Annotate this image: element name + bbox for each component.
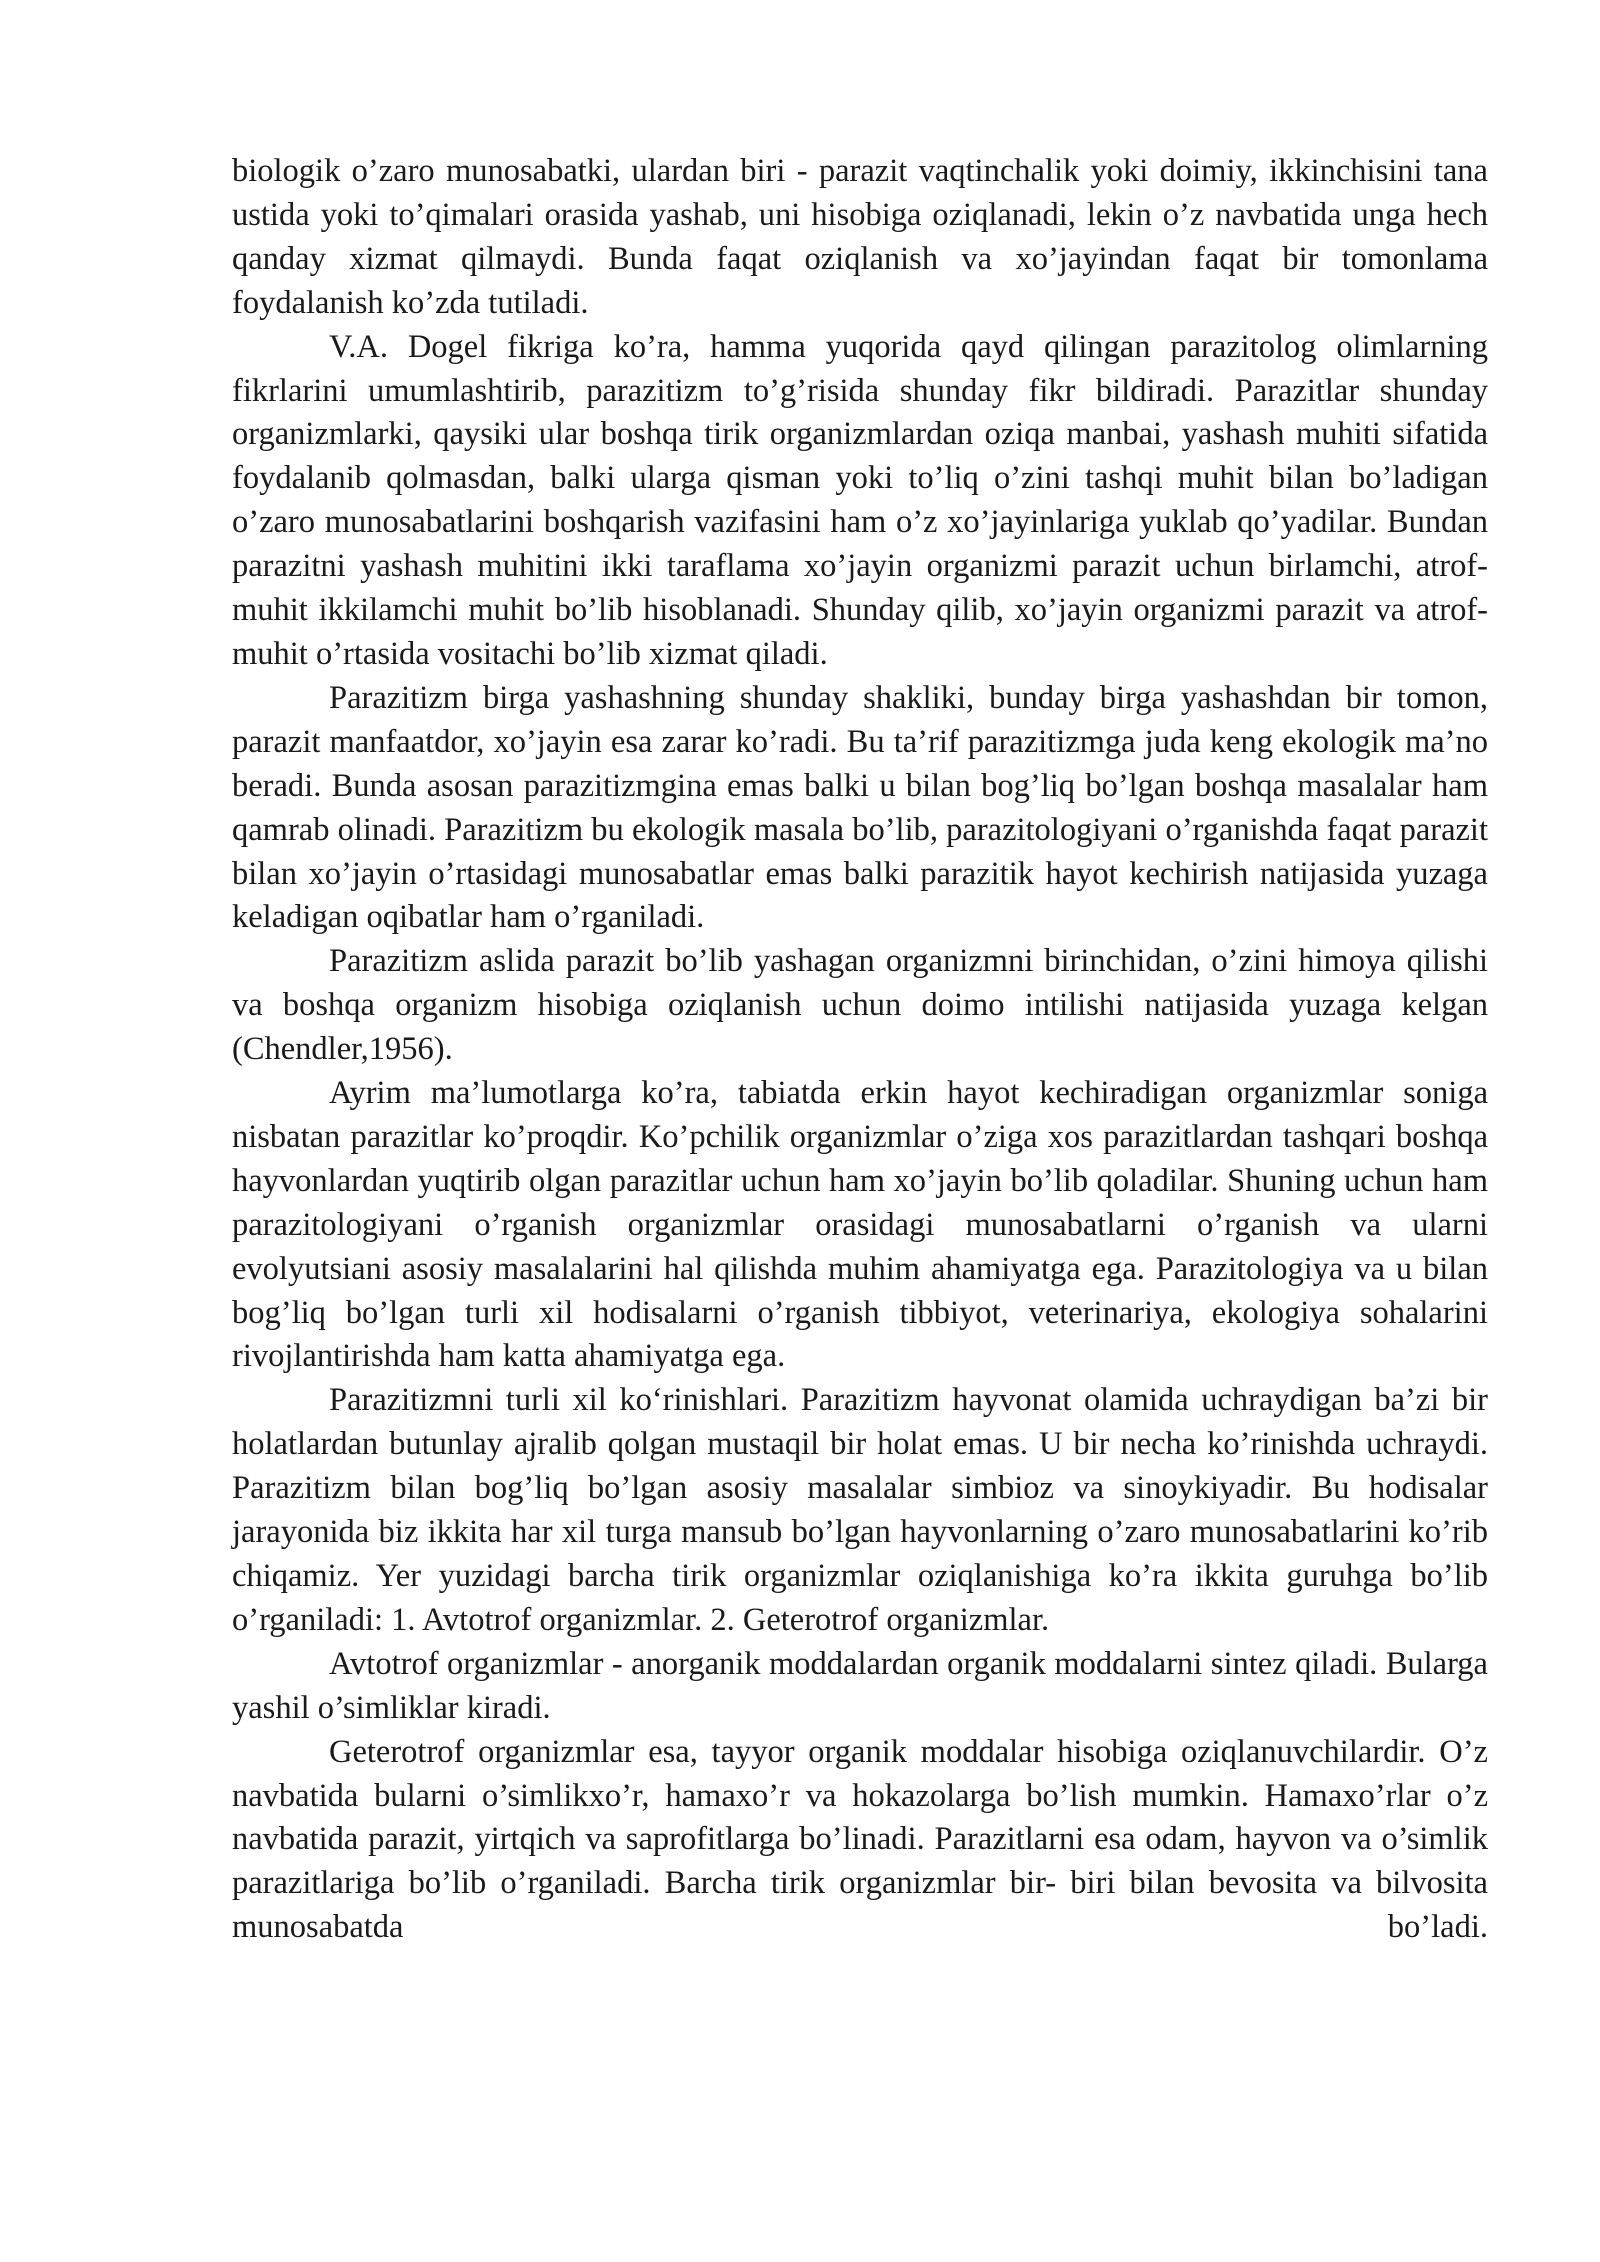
paragraph-5: Ayrim ma’lumotlarga ko’ra, tabiatda erkin hayot kechiradigan organizmlar soniga nisbatan parazitlar ko’proqdir. Ko’pchilik organizmlar o’ziga xos parazitlardan tashqari boshqa hayvonlardan yuqtirib olgan parazitlar uchun ham xo’jayin bo’lib qoladilar. Shuning uchun ham parazitologiyani o’rganish organizmlar orasidagi munosabatlarni o’rganish va ularni evolyutsiani asosiy masalalarini hal qilishda muhim ahamiyatga ega. Parazitologiya va u bilan bog’liq bo’lgan turli xil hodisalarni o’rganish tibbiyot, veterinariya, ekologiya sohalarini rivojlantirishda ham katta ahamiyatga ega.: [232, 1075, 1488, 1375]
paragraph-1: biologik o’zaro munosabatki, ulardan biri - parazit vaqtinchalik yoki doimiy, ikkinchisini tana ustida yoki to’qimalari orasida yashab, uni hisobiga oziqlanadi, lekin o’z navbatida unga hech qanday xizmat qilmaydi. Bunda faqat oziqlanish va xo’jayindan faqat bir tomonlama foydalanish ko’zda tutiladi.: [232, 153, 1488, 321]
paragraph-4: Parazitizm aslida parazit bo’lib yashagan organizmni birinchidan, o’zini himoya qilishi va boshqa organizm hisobiga oziqlanish uchun doimo intilishi natijasida yuzaga kelgan (Chendler,1956).: [232, 943, 1488, 1068]
paragraph-8: Geterotrof organizmlar esa, tayyor organik moddalar hisobiga oziqlanuvchilardir. O’z navbatida bularni o’simlikxo’r, hamaxo’r va hokazolarga bo’lish mumkin. Hamaxo’rlar o’z navbatida parazit, yirtqich va saprofitlarga bo’linadi. Parazitlarni esa odam, hayvon va o’simlik parazitlariga bo’lib o’rganiladi. Barcha tirik organizmlar bir- biri bilan bevosita va bilvosita munosabatda bo’ladi.: [232, 1733, 1488, 1946]
document-page: [232, 150, 1488, 1950]
paragraph-3: Parazitizm birga yashashning shunday shakliki, bunday birga yashashdan bir tomon, parazit manfaatdor, xo’jayin esa zarar ko’radi. Bu ta’rif parazitizmga juda keng ekologik ma’no beradi. Bunda asosan parazitizmgina emas balki u bilan bog’liq bo’lgan boshqa masalalar ham qamrab olinadi. Parazitizm bu ekologik masala bo’lib, parazitologiyani o’rganishda faqat parazit bilan xo’jayin o’rtasidagi munosabatlar emas balki parazitik hayot kechirish natijasida yuzaga keladigan oqibatlar ham o’rganiladi.: [232, 679, 1488, 936]
paragraph-2: V.A. Dogel fikriga ko’ra, hamma yuqorida qayd qilingan parazitolog olimlarning fikrlarini umumlashtirib, parazitizm to’g’risida shunday fikr bildiradi. Parazitlar shunday organizmlarki, qaysiki ular boshqa tirik organizmlardan oziqa manbai, yashash muhiti sifatida foydalanib qolmasdan, balki ularga qisman yoki to’liq o’zini tashqi muhit bilan bo’ladigan o’zaro munosabatlarini boshqarish vazifasini ham o’z xo’jayinlariga yuklab qo’yadilar. Bundan parazitni yashash muhitini ikki taraflama xo’jayin organizmi parazit uchun birlamchi, atrof-muhit ikkilamchi muhit bo’lib hisoblanadi. Shunday qilib, xo’jayin organizmi parazit va atrof-muhit o’rtasida vositachi bo’lib xizmat qiladi.: [232, 328, 1488, 672]
paragraph-6: Parazitizmni turli xil ko‘rinishlari. Parazitizm hayvonat olamida uchraydigan ba’zi bir holatlardan butunlay ajralib qolgan mustaqil bir holat emas. U bir necha ko’rinishda uchraydi. Parazitizm bilan bog’liq bo’lgan asosiy masalalar simbioz va sinoykiyadir. Bu hodisalar jarayonida biz ikkita har xil turga mansub bo’lgan hayvonlarning o’zaro munosabatlarini ko’rib chiqamiz. Yer yuzidagi barcha tirik organizmlar oziqlanishiga ko’ra ikkita guruhga bo’lib o’rganiladi: 1. Avtotrof organizmlar. 2. Geterotrof organizmlar.: [232, 1382, 1488, 1638]
paragraph-7: Avtotrof organizmlar - anorganik moddalardan organik moddalarni sintez qiladi. Bularga yashil o’simliklar kiradi.: [232, 1645, 1488, 1726]
